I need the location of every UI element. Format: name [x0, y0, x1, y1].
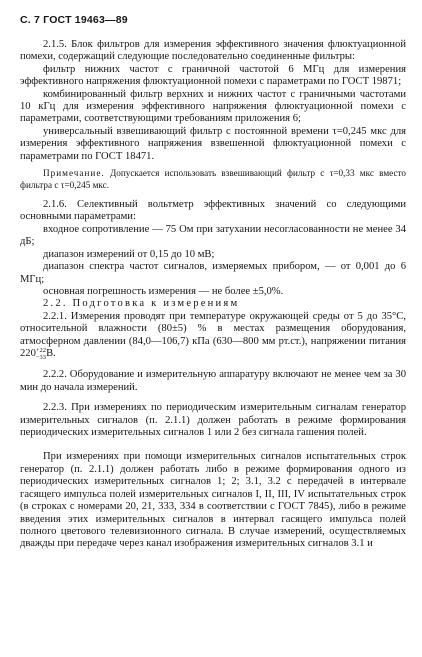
list-item-weighting-filter: универсальный взвешивающий фильтр с постоянной времени τ=0,245 мкс для измерения эффективного напряжения взвешенной флюктуационной помехи с параметрами по ГОСТ 18471.: [20, 125, 406, 162]
paragraph-2-2-1: [20, 311, 406, 362]
list-item-input-impedance: входное сопротивление — 75 Ом при затухании несогласованности не менее 34 дБ;: [20, 223, 406, 248]
voltage-unit: В.: [46, 347, 56, 359]
paragraph-2-2-2: 2.2.2. Оборудование и измерительную аппаратуру включают не менее чем за 30 мин до начала измерений.: [20, 369, 406, 393]
paragraph-2-2-3: 2.2.3. При измерениях по периодическим измерительным сигналам генератор измерительных сигналов (п. 2.1.1) должен работать в режиме формирования периодических измерительных сигналов 1 или 2 без сигнала гашения полей.: [20, 402, 406, 439]
list-item-frequency-range: диапазон спектра частот сигналов, измеряемых прибором, — от 0,001 до 6 МГц;: [20, 261, 406, 285]
section-heading-2-2: 2.2. Подготовка к измерениям: [43, 298, 240, 310]
voltage-tolerance-upper: +22: [35, 347, 47, 355]
paragraph-2-1-6: 2.1.6. Селективный вольтметр эффективных значений со следующими основными параметрами:: [20, 199, 406, 223]
paragraph-test-lines: При измерениях при помощи измерительных сигналов испытательных строк генератор (п. 2.1.1) должен работать либо в режиме формирования одного из периодических измерительных сигналов 1; 2; 3.1, 3.2 с передачей в интервале гасящего импульса полей измерительных сигналов I, II, III, IV испытательных строк (в строках с номерами 20, 21, 333, 334 в соответствии с ГОСТ 7845), либо в режиме введения этих измерительных сигналов в интервал гасящего импульса полей полного цветового телевизионного сигнала. В случае измерений, осуществляемых дважды при передаче через канал изображения измерительных сигналов 3.1 и: [20, 451, 406, 550]
paragraph-2-2-1-text: 2.2.1. Измерения проводят при температуре окружающей среды от 5 до 35°C, относительной влажности (80±5) % в местах размещения оборудования, атмосферном давлении (84,0—106,7) кПа (630—800 мм рт.ст.), напряжении питания 220: [20, 310, 406, 359]
voltage-tolerance: [36, 348, 46, 361]
list-item-error: основная погрешность измерения — не более ±5,0%.: [43, 285, 284, 297]
note-text: Допускается использовать взвешивающий фильтр с τ=0,33 мкс вместо фильтра с τ=0,245 мкс.: [20, 168, 407, 190]
list-item-lowpass-filter: фильтр нижних частот с граничной частотой 6 МГц для измерения эффективного напряжения флюктуационной помехи с параметрами по ГОСТ 19871;: [20, 63, 406, 88]
page-header: С. 7 ГОСТ 19463—89: [20, 14, 128, 26]
list-item-combined-filter: комбинированный фильтр верхних и нижних частот с граничными частотами 10 кГц для измерения эффективного напряжения флюктуационной помехи с параметрами, соответствующими требованиям приложения 6;: [20, 88, 406, 125]
note: [20, 168, 406, 191]
note-label: Примечание.: [43, 168, 105, 179]
paragraph-2-1-5: 2.1.5. Блок фильтров для измерения эффективного значения флюктуационной помехи, содержащий следующие последовательно соединенные фильтры:: [20, 39, 406, 63]
list-item-measurement-range: диапазон измерений от 0,15 до 10 мВ;: [43, 248, 215, 260]
voltage-tolerance-lower: −33: [35, 353, 47, 361]
